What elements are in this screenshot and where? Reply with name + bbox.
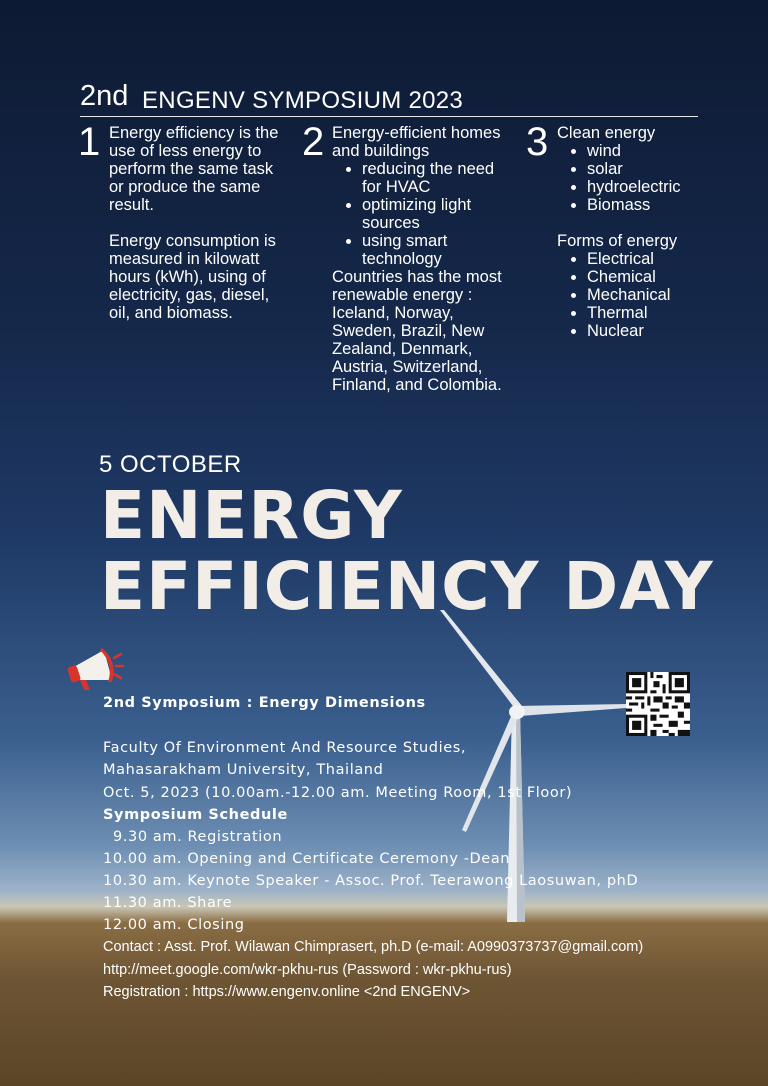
- column-3-heading-2: Forms of energy: [557, 232, 678, 250]
- column-2-list: [332, 160, 512, 268]
- list-item: • Biomass: [587, 196, 737, 214]
- registration-link[interactable]: Registration : https://www.engenv.online <2nd ENGENV>: [103, 984, 471, 1000]
- list-item: • solar: [587, 160, 737, 178]
- symposium-title: 2nd Symposium : Energy Dimensions: [103, 695, 426, 711]
- list-item: • Mechanical: [587, 286, 737, 304]
- event-title-line-1: ENERGY: [100, 477, 403, 554]
- poster-header: [80, 78, 698, 117]
- schedule-item: 9.30 am. Registration: [113, 829, 283, 845]
- column-1-para-1: Energy efficiency is the use of less energy to perform the same task or produce the same result.: [109, 124, 279, 214]
- header-title: ENGENV SYMPOSIUM 2023: [142, 87, 464, 114]
- list-item: • Chemical: [587, 268, 737, 286]
- meeting-link[interactable]: http://meet.google.com/wkr-pkhu-rus (Password : wkr-pkhu-rus): [103, 962, 512, 978]
- list-item: • Thermal: [587, 304, 737, 322]
- event-date: 5 OCTOBER: [99, 451, 242, 478]
- details-line-1: Faculty Of Environment And Resource Studies,: [103, 740, 467, 756]
- details-line-2: Mahasarakham University, Thailand: [103, 762, 384, 778]
- column-3: [557, 124, 737, 340]
- schedule-item: 12.00 am. Closing: [103, 917, 245, 933]
- column-3-number: 3: [526, 120, 549, 164]
- list-item: • reducing the need for HVAC: [362, 160, 512, 196]
- list-item: • Electrical: [587, 250, 737, 268]
- schedule-item: 11.30 am. Share: [103, 895, 233, 911]
- column-1-number: 1: [78, 120, 101, 164]
- column-3-list-2: [557, 250, 737, 340]
- column-3-heading: Clean energy: [557, 124, 656, 142]
- column-2: [332, 124, 512, 394]
- column-3-list: [557, 142, 737, 214]
- list-item: • hydroelectric: [587, 178, 737, 196]
- list-item: • wind: [587, 142, 737, 160]
- column-2-number: 2: [302, 120, 325, 164]
- list-item: • Nuclear: [587, 322, 737, 340]
- list-item: • using smart technology: [362, 232, 512, 268]
- column-2-heading: Energy-efficient homes and buildings: [332, 124, 501, 160]
- qr-code[interactable]: [626, 672, 690, 736]
- schedule-title: Symposium Schedule: [103, 807, 288, 823]
- header-ordinal: 2nd: [80, 80, 129, 112]
- event-title-line-2: EFFICIENCY DAY: [100, 548, 714, 625]
- list-item: • optimizing light sources: [362, 196, 512, 232]
- megaphone-icon: [66, 644, 124, 692]
- details-line-3: Oct. 5, 2023 (10.00am.-12.00 am. Meeting Room, 1st Floor): [103, 785, 573, 801]
- column-1: [109, 124, 289, 322]
- contact-line: Contact : Asst. Prof. Wilawan Chimprasert, ph.D (e-mail: A0990373737@gmail.com): [103, 939, 644, 955]
- column-2-para: Countries has the most renewable energy : Iceland, Norway, Sweden, Brazil, New Zealand, Denmark, Austria, Switzerland, Finland, and Colombia.: [332, 268, 502, 394]
- column-1-para-2: Energy consumption is measured in kilowatt hours (kWh), using of electricity, gas, diesel, oil, and biomass.: [109, 232, 276, 322]
- schedule-item: 10.30 am. Keynote Speaker - Assoc. Prof. Teerawong Laosuwan, phD: [103, 873, 639, 889]
- schedule-item: 10.00 am. Opening and Certificate Ceremony -Dean: [103, 851, 511, 867]
